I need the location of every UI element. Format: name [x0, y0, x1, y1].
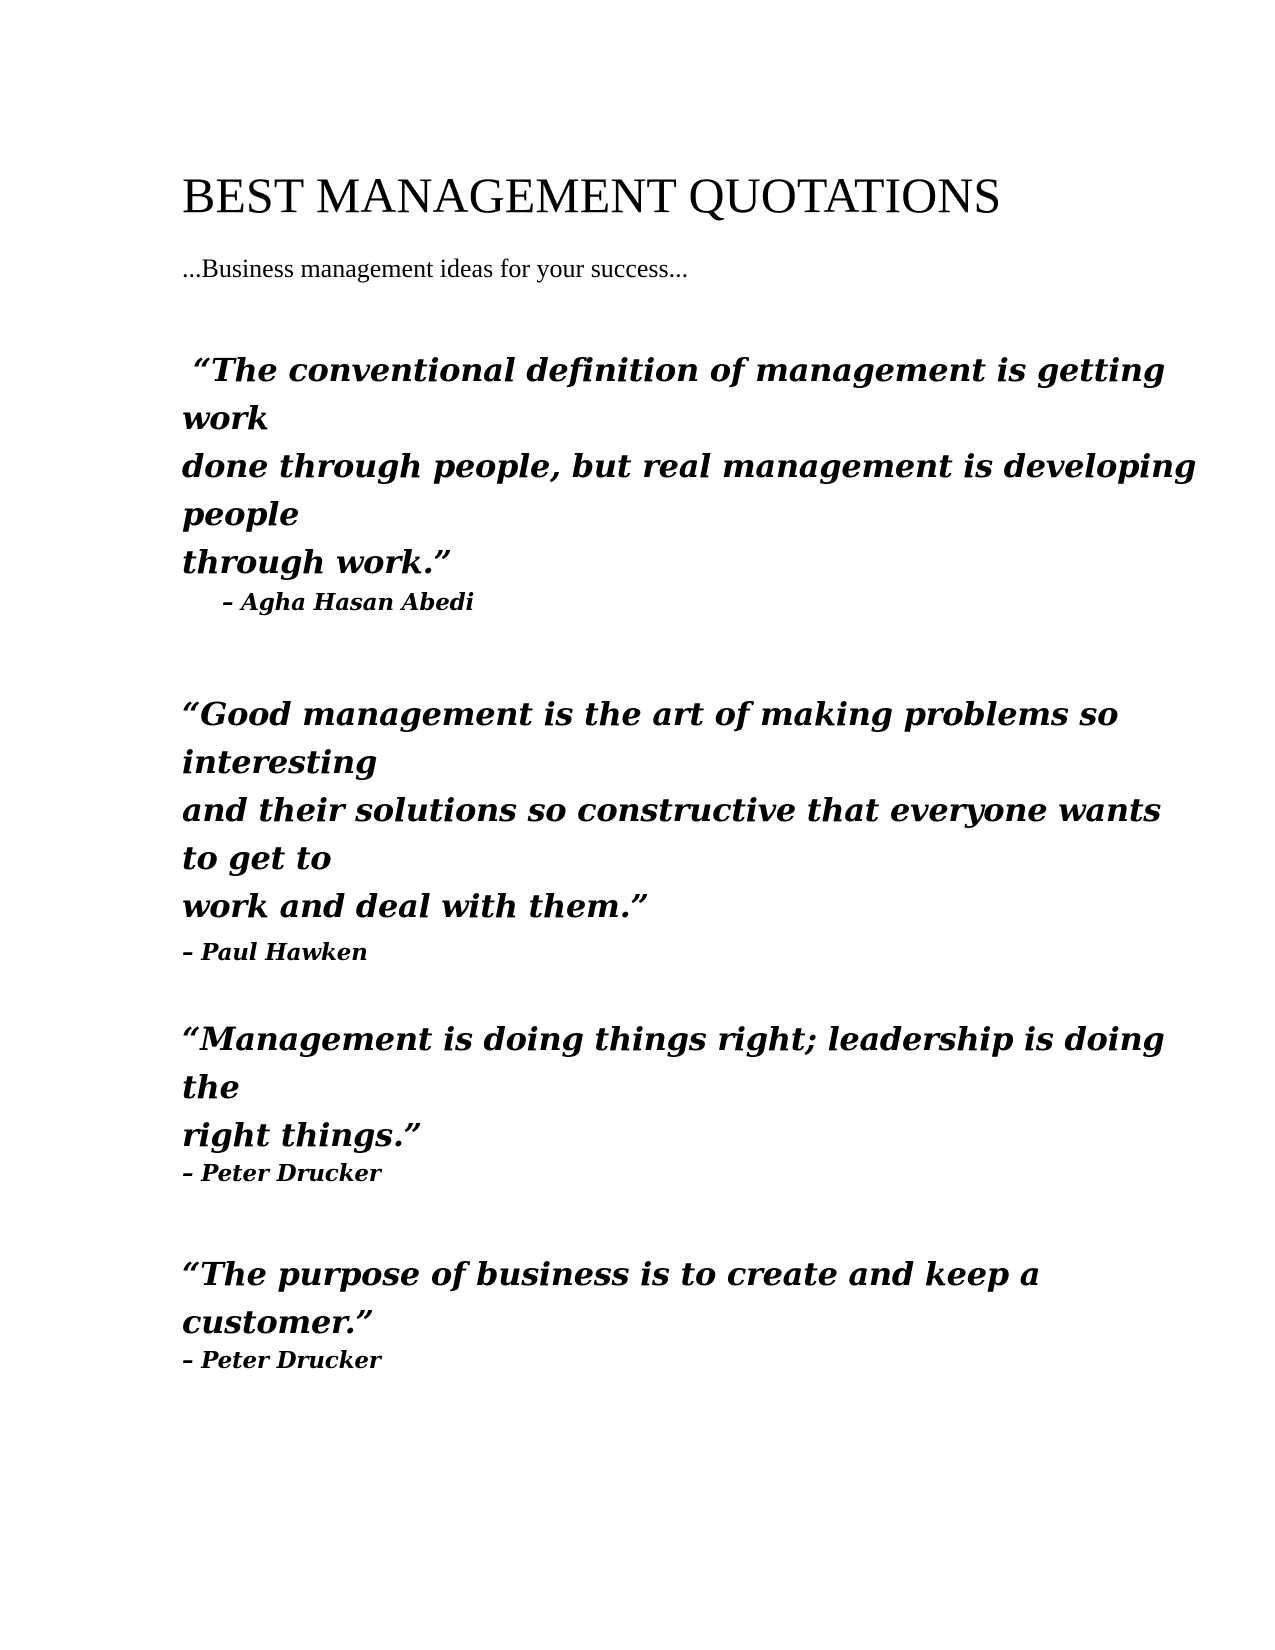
quote-line: “The conventional definition of management is getting [182, 351, 1165, 389]
quote-author: – Peter Drucker [182, 1160, 381, 1187]
quote-line: work [182, 399, 269, 437]
quote-line: to get to [182, 839, 332, 877]
quote-block [182, 690, 1162, 968]
quote-line: “Good management is the art of making problems so [182, 695, 1119, 733]
quote-line: “The purpose of business is to create and keep a [182, 1255, 1041, 1293]
quote-line: “Management is doing things right; leadership is doing [182, 1020, 1165, 1058]
quote-author: – Paul Hawken [182, 939, 368, 966]
quote-block [182, 1250, 1082, 1376]
page-subtitle: ...Business management ideas for your success... [182, 254, 689, 283]
quote-block [182, 1015, 1165, 1189]
quote-line: interesting [182, 743, 378, 781]
quote-author: – Peter Drucker [182, 1347, 381, 1374]
quote-block [182, 346, 1197, 618]
quote-line: work and deal with them.” [182, 887, 649, 925]
quote-line: done through people, but real management is developing [182, 447, 1197, 485]
quote-author: – Agha Hasan Abedi [222, 589, 475, 616]
quote-line: through work.” [182, 543, 452, 581]
page-title: BEST MANAGEMENT QUOTATIONS [182, 167, 1002, 223]
quote-line: and their solutions so constructive that everyone wants [182, 791, 1162, 829]
quote-line: the [182, 1068, 240, 1106]
quote-line: right things.” [182, 1116, 422, 1154]
quote-line: people [182, 495, 300, 533]
quote-line: customer.” [182, 1303, 374, 1341]
